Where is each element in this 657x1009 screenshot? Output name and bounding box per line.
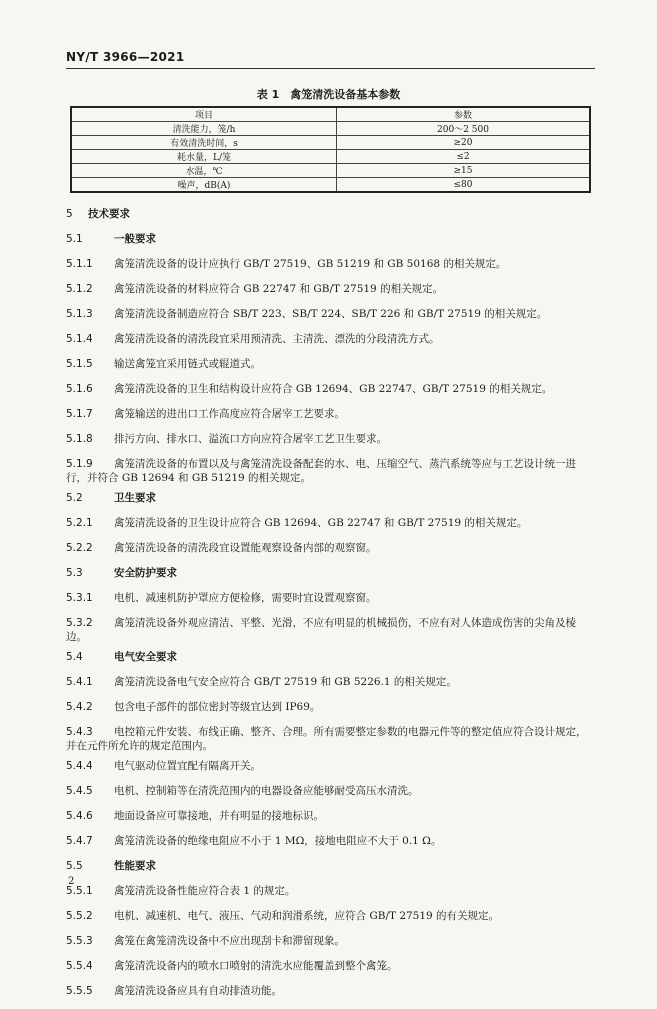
technical-requirements: [66, 207, 596, 1009]
clause: 5.1.6 禽笼清洗设备的卫生和结构设计应符合 GB 12694、GB 22747、GB/T 27519 的相关规定。: [66, 383, 553, 395]
clause: 5.1.4 禽笼清洗设备的清洗段宜采用预清洗、主清洗、漂洗的分段清洗方式。: [66, 333, 440, 345]
subsection-heading: 5.1 一般要求: [66, 233, 156, 245]
clause: 5.1.9 禽笼清洗设备的布置以及与禽笼清洗设备配套的水、电、压缩空气、蒸汽系统等应与工艺设计统一进行，并符合 GB 12694 和 GB 51219 的相关规定。: [66, 458, 576, 484]
clause: 5.5.3 禽笼在禽笼清洗设备中不应出现刮卡和滞留现象。: [66, 935, 345, 947]
page-number: 2: [68, 876, 75, 887]
clause: 5.5.2 电机、减速机、电气、液压、气动和润滑系统，应符合 GB/T 27519 的有关规定。: [66, 910, 500, 922]
clause: 5.3.1 电机、减速机防护罩应方便检修，需要时宜设置观察窗。: [66, 592, 377, 604]
table-cell: 水温，℃: [71, 164, 337, 178]
clause: 5.2.1 禽笼清洗设备的卫生设计应符合 GB 12694、GB 22747 和 GB/T 27519 的相关规定。: [66, 517, 528, 529]
document-code: NY/T 3966—2021: [66, 50, 185, 64]
table-caption: 表 1 禽笼清洗设备基本参数: [256, 88, 401, 101]
table-cell: 有效清洗时间，s: [71, 136, 337, 150]
table-row: [71, 136, 590, 150]
clause: 5.1.1 禽笼清洗设备的设计应执行 GB/T 27519、GB 51219 和 GB 50168 的相关规定。: [66, 258, 507, 270]
table-row: [71, 178, 590, 193]
clause: 5.1.8 排污方向、排水口、溢流口方向应符合屠宰工艺卫生要求。: [66, 433, 387, 445]
clause: 5.1.2 禽笼清洗设备的材料应符合 GB 22747 和 GB/T 27519 的相关规定。: [66, 283, 444, 295]
clause: 5.5.5 禽笼清洗设备应具有自动排渣功能。: [66, 985, 282, 997]
subsection-heading: 5.3 安全防护要求: [66, 567, 177, 579]
clause: 5.4.5 电机、控制箱等在清洗范围内的电器设备应能够耐受高压水清洗。: [66, 785, 419, 797]
table-cell: ≥15: [337, 164, 591, 178]
table-header-row: [71, 107, 590, 122]
table-cell: 200～2 500: [337, 122, 591, 136]
subsection-heading: 5.4 电气安全要求: [66, 651, 177, 663]
clause: 5.2.2 禽笼清洗设备的清洗段宜设置能观察设备内部的观察窗。: [66, 542, 377, 554]
table-row: [71, 164, 590, 178]
parameters-table: [70, 106, 591, 193]
subsection-heading: 5.2 卫生要求: [66, 492, 156, 504]
table-cell: 噪声，dB(A): [71, 178, 337, 193]
clause: 5.5.1 禽笼清洗设备性能应符合表 1 的规定。: [66, 885, 296, 897]
clause: 5.3.2 禽笼清洗设备外观应清洁、平整、光滑，不应有明显的机械损伤，不应有对人体造成伤害的尖角及棱边。: [66, 617, 576, 643]
clause: 5.1.7 禽笼输送的进出口工作高度应符合屠宰工艺要求。: [66, 408, 345, 420]
section-heading: 5 技术要求: [66, 208, 130, 220]
subsection-heading: 5.5 性能要求: [66, 860, 156, 872]
table-cell: ≤80: [337, 178, 591, 193]
table-cell: ≥20: [337, 136, 591, 150]
clause: 5.4.1 禽笼清洗设备电气安全应符合 GB/T 27519 和 GB 5226.1 的相关规定。: [66, 676, 457, 688]
table-cell: ≤2: [337, 150, 591, 164]
table-row: [71, 122, 590, 136]
clause: 5.4.4 电气驱动位置宜配有隔离开关。: [66, 760, 261, 772]
column-header-item: 项目: [71, 107, 337, 122]
clause: 5.4.7 禽笼清洗设备的绝缘电阻应不小于 1 MΩ，接地电阻应不大于 0.1 Ω。: [66, 835, 442, 847]
header-divider: [66, 68, 595, 69]
clause: 5.5.4 禽笼清洗设备内的喷水口喷射的清洗水应能覆盖到整个禽笼。: [66, 960, 398, 972]
clause: 5.4.3 电控箱元件安装、布线正确、整齐、合理。所有需要整定参数的电器元件等的整定值应符合设计规定，并在元件所允许的规定范围内。: [66, 726, 587, 752]
table-cell: 清洗能力，笼/h: [71, 122, 337, 136]
column-header-value: 参数: [337, 107, 591, 122]
clause: 5.1.5 输送禽笼宜采用链式或辊道式。: [66, 358, 261, 370]
clause: 5.4.6 地面设备应可靠接地，并有明显的接地标识。: [66, 810, 324, 822]
clause: 5.4.2 包含电子部件的部位密封等级宜达到 IP69。: [66, 701, 321, 713]
table-row: [71, 150, 590, 164]
clause: 5.1.3 禽笼清洗设备制造应符合 SB/T 223、SB/T 224、SB/T 226 和 GB/T 27519 的相关规定。: [66, 308, 548, 320]
table-cell: 耗水量，L/笼: [71, 150, 337, 164]
